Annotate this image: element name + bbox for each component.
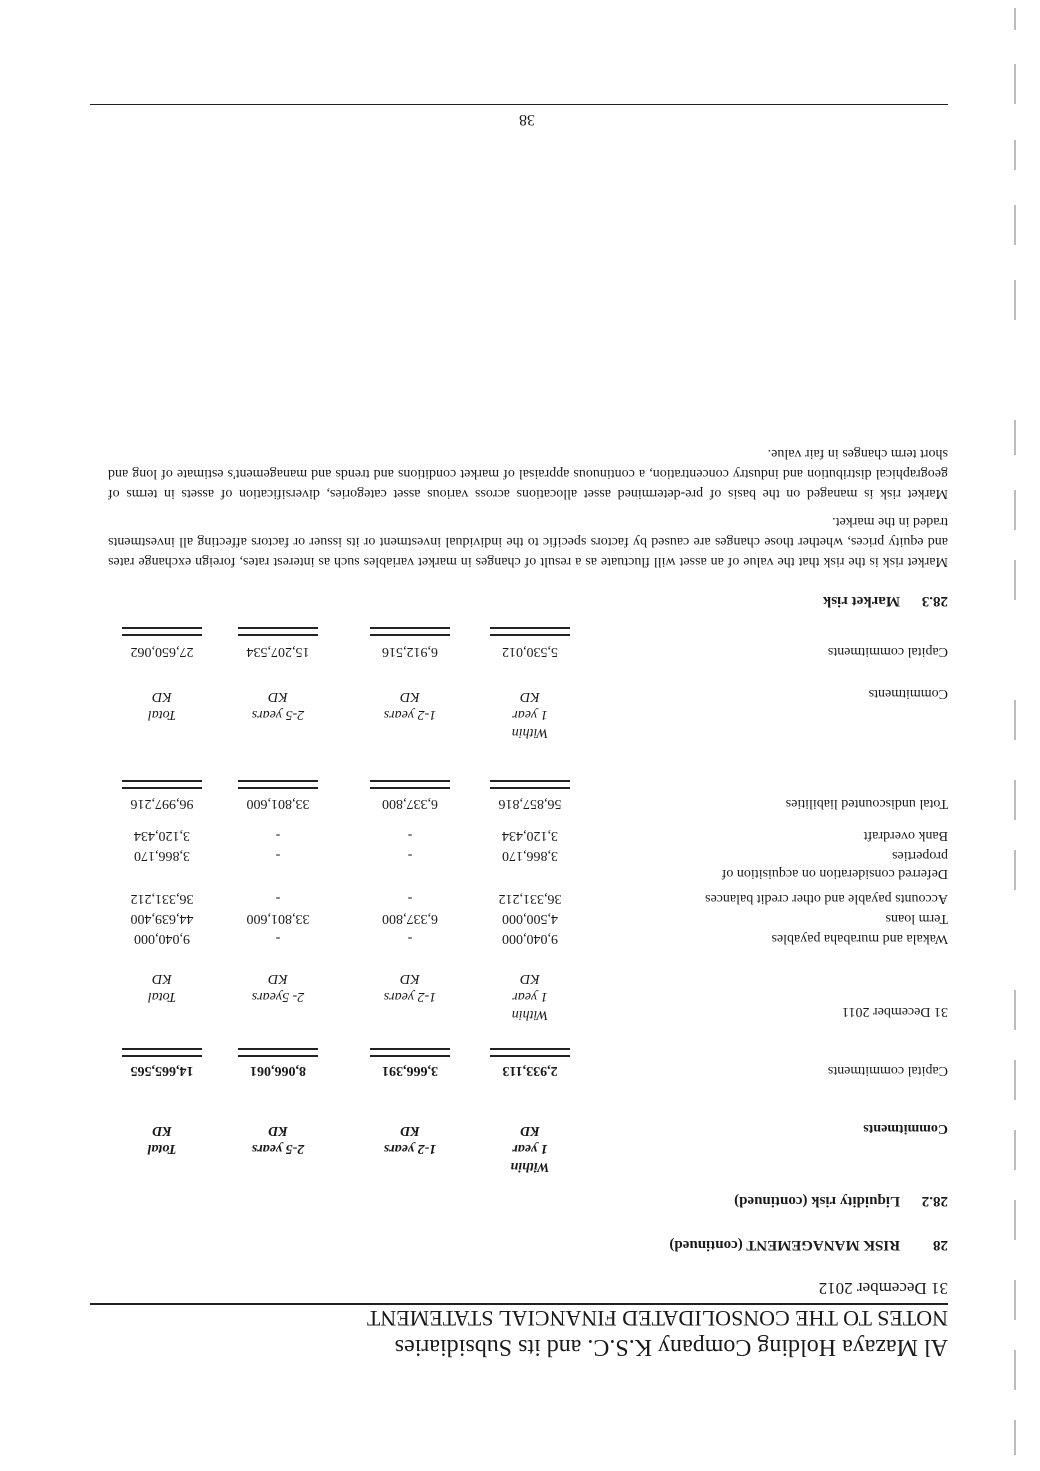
double-underline [370,627,450,636]
subsection-number: 28.3 [921,593,948,609]
table2-total-label: Total undiscounted liabilities [785,796,948,811]
table1-row-label: Commitments [863,1121,948,1136]
table2-col-2-5: 2- 5years KD [251,971,305,1004]
table-cell: 3,120,434 [502,828,558,843]
table-cell: 4,500,000 [502,911,558,926]
table-cell: 9,040,000 [502,931,558,946]
document-title: NOTES TO THE CONSOLIDATED FINANCIAL STATEMENT [366,1306,948,1331]
double-underline [490,1048,570,1057]
subsection-number: 28.2 [921,1193,948,1209]
section-number: 28 [933,1237,948,1253]
double-underline [238,780,318,789]
table-row-label: Deferred consideration on acquisition of [721,866,948,881]
table2-col-within: Within 1 year KD [511,971,549,1022]
table1-value: 14,665,565 [130,1063,194,1078]
table-cell: - [407,828,413,843]
subsection-title: Liquidity risk (continued) [734,1193,900,1209]
table1-value: 2,933,113 [502,1063,558,1078]
double-underline [490,627,570,636]
table3-value: 5,530,012 [502,644,558,659]
table2-total-cell: 96,997,216 [130,796,194,811]
table3-capital-commitments-label: Capital commitments [827,644,948,659]
table-row-label: Wakala and murabaha payables [771,931,948,946]
table3-col-1-2: 1-2 years KD [383,689,437,722]
table1-col-within: Within 1 year KD [510,1123,550,1174]
double-underline [238,1048,318,1057]
table-cell: 3,866,170 [134,848,190,863]
table2-col-1-2: 1-2 years KD [383,971,437,1004]
table-cell: - [275,931,281,946]
table-row-label: Bank overdraft [863,828,948,843]
table-row-label: Accounts payable and other credit balances [705,891,948,906]
table3-value: 15,207,534 [246,644,310,659]
table-cell: 3,866,170 [502,848,558,863]
document-date: 31 December 2012 [818,1279,948,1298]
table3-row-label: Commitments [868,686,948,701]
section-title: RISK MANAGEMENT (continued) [669,1237,900,1253]
table-cell: 33,801,600 [246,911,310,926]
table-cell: 44,639,400 [130,911,194,926]
table1-col-total: Total KD [147,1123,177,1156]
table1-col-1-2: 1-2 years KD [383,1123,437,1156]
table3-col-2-5: 2-5 years KD [251,689,305,722]
market-risk-paragraph-1: Market risk is the risk that the value of an asset will fluctuate as a result of changes in market variables such as interest rates, foreign exchange rates and equity prices, whether those changes are caused by factors specific to the individual investment or its issuer or factors affecting all investments traded in the market. [108,514,948,569]
table2-total-cell: 56,857,816 [498,796,562,811]
table-cell: 6,337,800 [382,911,438,926]
table3-value: 27,650,062 [130,644,194,659]
double-underline [370,1048,450,1057]
table1-value: 8,066,061 [250,1063,306,1078]
table-cell: 36,331,212 [498,891,562,906]
double-underline [370,780,450,789]
table-row-label: Term loans [885,911,948,926]
table1-col-2-5: 2-5 years KD [251,1123,305,1156]
table2-total-cell: 33,801,600 [246,796,310,811]
table2-heading: 31 December 2011 [842,1004,948,1019]
table3-col-within: Within 1 year KD [511,689,549,740]
table-cell: 9,040,000 [134,931,190,946]
table-cell: 36,331,212 [130,891,194,906]
table1-capital-commitments-label: Capital commitments [827,1063,948,1078]
double-underline [490,780,570,789]
table3-col-total: Total KD [147,689,177,722]
table3-value: 6,912,516 [382,644,438,659]
table-cell: - [407,931,413,946]
table-cell: - [275,848,281,863]
table-cell: - [407,891,413,906]
page-number: 38 [519,111,535,128]
table2-total-cell: 6,337,800 [382,796,438,811]
table2-col-total: Total KD [147,971,177,1004]
double-underline [238,627,318,636]
company-name: Al Mazaya Holding Company K.S.C. and its Subsidiaries [394,1334,948,1360]
market-risk-paragraph-2: Market risk is managed on the basis of pre-determined asset allocations across various asset categories, diversification of assets in terms of geographical distribution and industry concentration, a continuous appraisal of market conditions and trends and management's estimate of long and short term changes in fair value. [108,446,948,501]
table-cell: - [275,891,281,906]
double-underline [122,1048,202,1057]
double-underline [122,627,202,636]
table1-value: 3,666,391 [382,1063,438,1078]
subsection-title: Market risk [822,593,900,609]
table-cell: - [275,828,281,843]
table-cell: 3,120,434 [134,828,190,843]
footer-rule [90,104,948,105]
header-rule [90,1303,948,1305]
table-cell: - [407,848,413,863]
table-row-label: properties [892,848,948,863]
double-underline [122,780,202,789]
